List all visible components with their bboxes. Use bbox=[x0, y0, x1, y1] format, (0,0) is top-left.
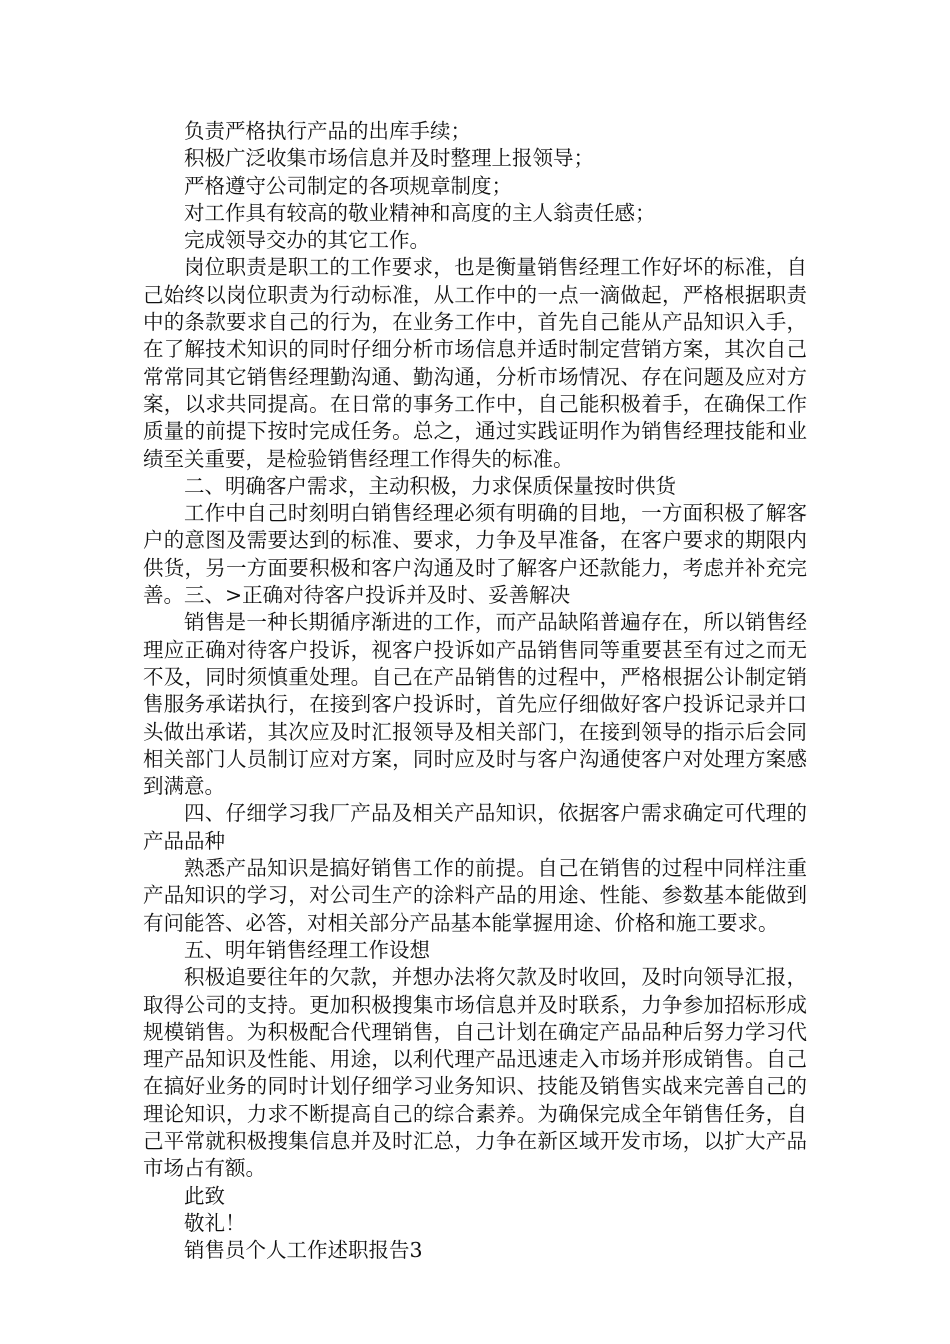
document-body bbox=[143, 118, 807, 1264]
paragraph-duty-rules: 严格遵守公司制定的各项规章制度； bbox=[184, 173, 512, 198]
heading-section-2: 二、明确客户需求，主动积极，力求保质保量按时供货 bbox=[184, 473, 676, 498]
paragraph-duty-other-tasks: 完成领导交办的其它工作。 bbox=[184, 228, 430, 253]
closing-salutation: 此致 bbox=[184, 1183, 225, 1208]
next-report-title: 销售员个人工作述职报告3 bbox=[184, 1238, 423, 1263]
paragraph-customer-complaints: 销售是一种长期循序渐进的工作，而产品缺陷普遍存在，所以销售经理应正确对待客户投诉，视客户投诉如产品销售同等重要甚至有过之而无不及，同时须慎重处理。自己在产品销售的过程中，严格根据公讣制定销售服务承诺执行，在接到客户投诉时，首先应仔细做好客户投诉记录并口头做出承诺，其次应及时汇报领导及相关部门，在接到领导的指示后会同相关部门人员制订应对方案，同时应及时与客户沟通使客户对处理方案感到满意。 bbox=[143, 610, 807, 799]
paragraph-job-responsibility: 岗位职责是职工的工作要求，也是衡量销售经理工作好坏的标准，自己始终以岗位职责为行动标准，从工作中的一点一滴做起，严格根据职责中的条款要求自己的行为，在业务工作中，首先自己能从产品知识入手，在了解技术知识的同时仔细分析市场信息并适时制定营销方案，其次自己常常同其它销售经理勤沟通、勤沟通，分析市场情况、存在问题及应对方案，以求共同提高。在日常的事务工作中，自己能积极着手，在确保工作质量的前提下按时完成任务。总之，通过实践证明作为销售经理技能和业绩至关重要，是检验销售经理工作得失的标准。 bbox=[143, 255, 807, 471]
paragraph-duty-outbound: 负责严格执行产品的出库手续； bbox=[184, 119, 471, 143]
paragraph-product-knowledge: 熟悉产品知识是搞好销售工作的前提。自己在销售的过程中同样注重产品知识的学习，对公司生产的涂料产品的用途、性能、参数基本能做到有问能答、必答，对相关部分产品基本能掌握用途、价格和施工要求。 bbox=[143, 856, 807, 935]
closing-regards: 敬礼！ bbox=[184, 1210, 246, 1235]
heading-section-5: 五、明年销售经理工作设想 bbox=[184, 937, 430, 962]
paragraph-next-year-plan: 积极追要往年的欠款，并想办法将欠款及时收回，及时向领导汇报，取得公司的支持。更加积极搜集市场信息并及时联系，力争参加招标形成规模销售。为积极配合代理销售，自己计划在确定产品品种后努力学习代理产品知识及性能、用途，以利代理产品迅速走入市场并形成销售。自己在搞好业务的同时计划仔细学习业务知识、技能及销售实战来完善自己的理论知识，力求不断提高自己的综合素养。为确保完成全年销售任务，自己平常就积极搜集信息并及时汇总，力争在新区域开发市场，以扩大产品市场占有额。 bbox=[143, 965, 807, 1181]
paragraph-customer-needs: 工作中自己时刻明白销售经理必须有明确的目地，一方面积极了解客户的意图及需要达到的标准、要求，力争及早准备，在客户要求的期限内供货，另一方面要积极和客户沟通及时了解客户还款能力，考虑并补充完善。三、>正确对待客户投诉并及时、妥善解决 bbox=[143, 501, 807, 608]
heading-section-4: 四、仔细学习我厂产品及相关产品知识，依据客户需求确定可代理的产品品种 bbox=[143, 801, 807, 853]
paragraph-duty-market-info: 积极广泛收集市场信息并及时整理上报领导； bbox=[184, 146, 594, 171]
paragraph-duty-dedication: 对工作具有较高的敬业精神和高度的主人翁责任感； bbox=[184, 200, 656, 225]
